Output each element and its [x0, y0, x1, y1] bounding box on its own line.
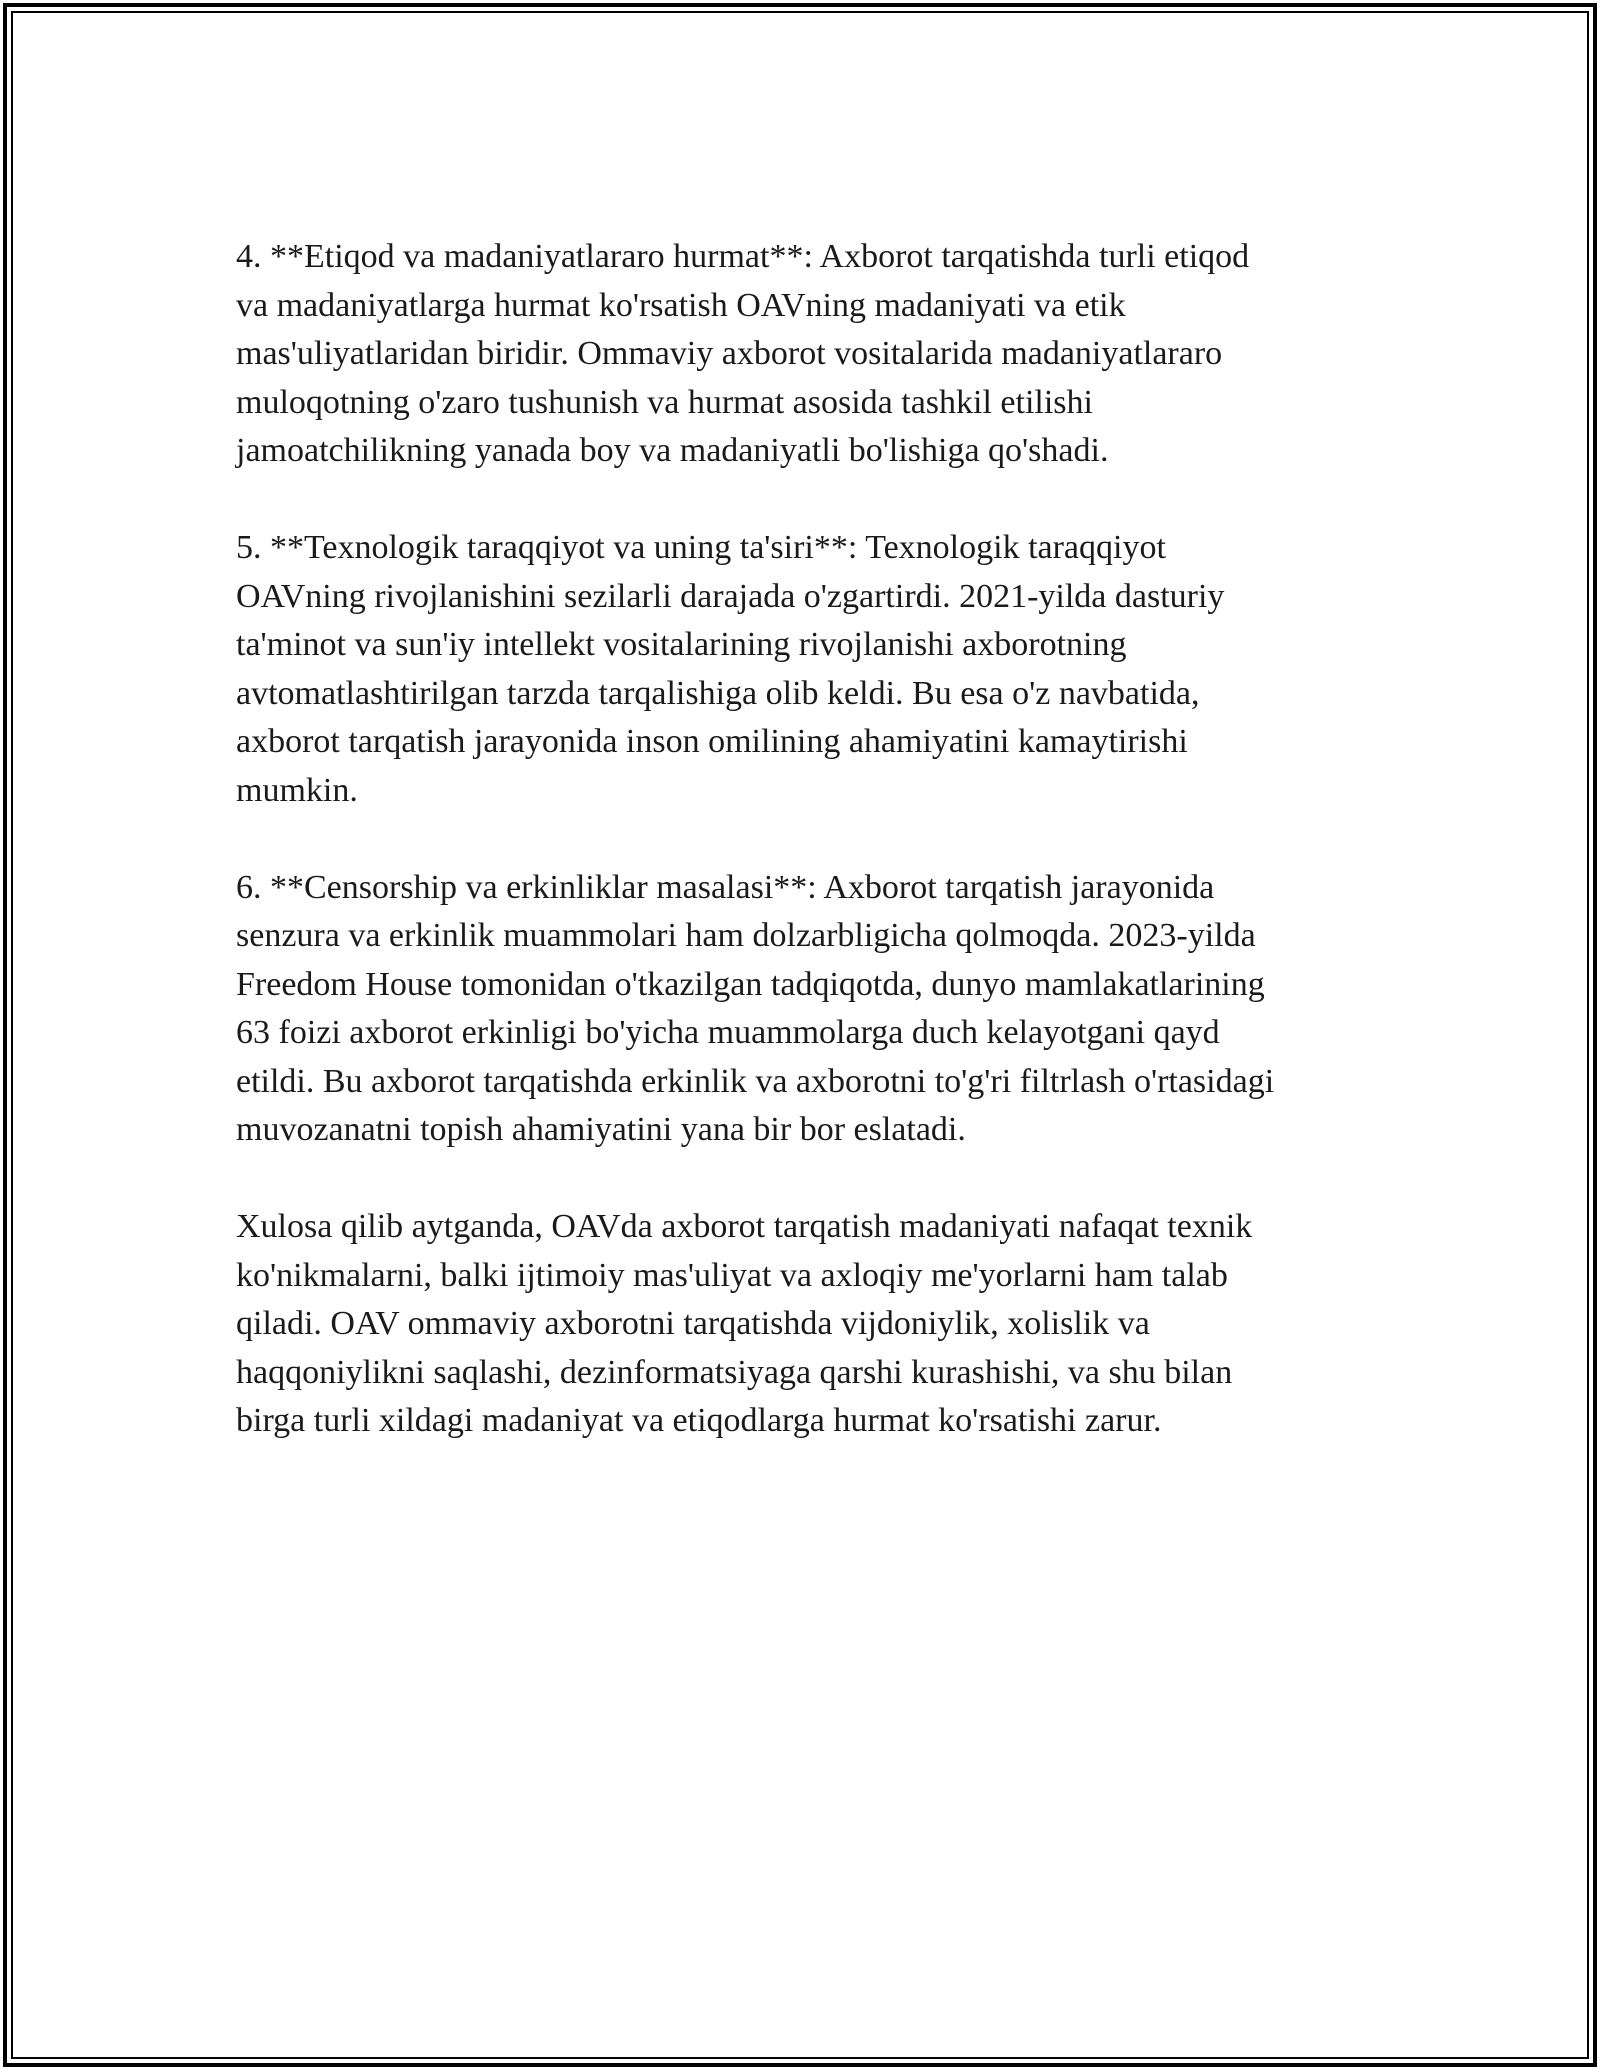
paragraph-censorship — [236, 864, 1376, 1155]
document-body — [236, 233, 1376, 1446]
text-line: ko'nikmalarni, balki ijtimoiy mas'uliyat va axloqiy me'yorlarni ham talab — [236, 1256, 1228, 1294]
text-line: haqqoniylikni saqlashi, dezinformatsiyaga qarshi kurashishi, va shu bilan — [236, 1353, 1233, 1391]
text-line: Xulosa qilib aytganda, OAVda axborot tarqatish madaniyati nafaqat texnik — [236, 1208, 1253, 1245]
paragraph-texnologik — [236, 524, 1376, 815]
text-line: avtomatlashtirilgan tarzda tarqalishiga olib keldi. Bu esa o'z navbatida, — [236, 674, 1200, 712]
text-line: jamoatchilikning yanada boy va madaniyatli bo'lishiga qo'shadi. — [236, 432, 1109, 469]
text-line: va madaniyatlarga hurmat ko'rsatish OAVning madaniyati va etik — [236, 286, 1126, 324]
text-line: etildi. Bu axborot tarqatishda erkinlik va axborotni to'g'ri filtrlash o'rtasidagi — [236, 1062, 1275, 1100]
text-line: mumkin. — [236, 771, 358, 809]
text-line: ta'minot va sun'iy intellekt vositalarining rivojlanishi axborotning — [236, 626, 1127, 663]
paragraph-xulosa — [236, 1203, 1376, 1446]
text-line: senzura va erkinlik muammolari ham dolzarbligicha qolmoqda. 2023-yilda — [236, 917, 1256, 954]
text-line: 6. **Censorship va erkinliklar masalasi**: Axborot tarqatish jarayonida — [236, 868, 1215, 906]
text-line: Freedom House tomonidan o'tkazilgan tadqiqotda, dunyo mamlakatlarining — [236, 965, 1265, 1003]
text-line: 63 foizi axborot erkinligi bo'yicha muammolarga duch kelayotgani qayd — [236, 1014, 1220, 1051]
text-line: muloqotning o'zaro tushunish va hurmat asosida tashkil etilishi — [236, 383, 1093, 421]
text-line: birga turli xildagi madaniyat va etiqodlarga hurmat ko'rsatishi zarur. — [236, 1402, 1162, 1439]
text-line: axborot tarqatish jarayonida inson omilining ahamiyatini kamaytirishi — [236, 723, 1188, 760]
text-line: OAVning rivojlanishini sezilarli darajada o'zgartirdi. 2021-yilda dasturiy — [236, 577, 1225, 615]
text-line: qiladi. OAV ommaviy axborotni tarqatishda vijdoniylik, xolislik va — [236, 1305, 1150, 1342]
text-line: muvozanatni topish ahamiyatini yana bir bor eslatadi. — [236, 1111, 966, 1148]
paragraph-etiqod — [236, 233, 1376, 476]
text-line: 5. **Texnologik taraqqiyot va uning ta'siri**: Texnologik taraqqiyot — [236, 529, 1166, 566]
text-line: mas'uliyatlaridan biridir. Ommaviy axborot vositalarida madaniyatlararo — [236, 335, 1223, 372]
text-line: 4. **Etiqod va madaniyatlararo hurmat**: Axborot tarqatishda turli etiqod — [236, 238, 1250, 275]
